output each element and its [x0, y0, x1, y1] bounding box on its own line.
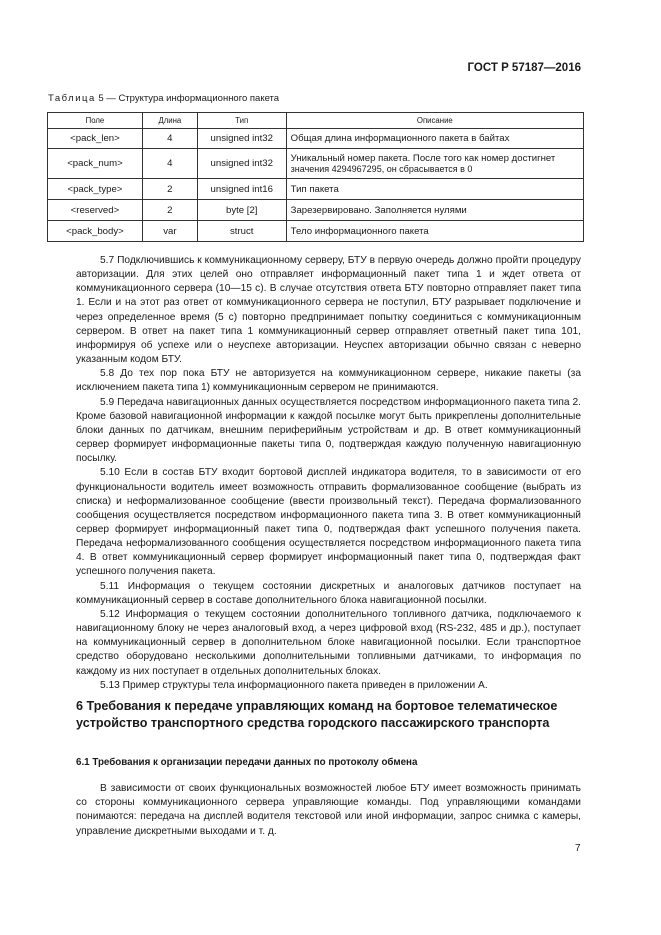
table-caption-label: Таблица	[48, 93, 96, 104]
column-header-description: Описание	[286, 113, 583, 129]
paragraph-5-10: 5.10 Если в состав БТУ входит бортовой дисплей индикатора водителя, то в зависимости от его функциональности водитель имеет возможность отправить формализованное сообщение (выбрать из списка) и неформализованное сообщение (ввести произвольный текст). Передача формализованного сообщения осуществляется посредством информационного пакета типа 3. В ответ коммуникационный сервер формирует информационный пакет типа 0, подтверждая факт успешного получения пакета. Передача неформализованного сообщения осуществляется посредством информационного пакета типа 4. В ответ коммуникационный сервер формирует информационный пакет типа 0, подтверждая факт успешного получения пакета.	[76, 467, 581, 578]
packet-structure-table	[47, 112, 584, 242]
paragraph-5-7: 5.7 Подключившись к коммуникационному серверу, БТУ в первую очередь должно пройти процедуру авторизации. Для этих целей оно отправляет информационный пакет типа 1 и ждет ответа от коммуникационного сервера (10—15 с). В случае отсутствия ответа БТУ повторно отправляет пакет типа 1. Если и на этот раз ответ от коммуникационного сервера не поступил, БТУ разрывает подключение и через определенное время (5 с) повторно предпринимает попытку соединиться с коммуникационным сервером. В ответ на пакет типа 1 коммуникационный сервер отправляет ответный пакет типа 101, информируя об успехе или о неуспехе авторизации. Неуспех авторизации обычно связан с неверно указанным кодом БТУ.	[76, 255, 581, 366]
cell-length: var	[142, 221, 197, 242]
cell-type: unsigned int32	[197, 129, 286, 149]
table-caption-text: 5 — Структура информационного пакета	[95, 93, 280, 104]
cell-description	[286, 149, 583, 179]
paragraph-5-13: 5.13 Пример структуры тела информационного пакета приведен в приложении А.	[100, 679, 488, 691]
table-header-row	[48, 113, 584, 129]
cell-type: byte [2]	[197, 200, 286, 221]
cell-type: struct	[197, 221, 286, 242]
paragraph-6-1: В зависимости от своих функциональных возможностей любое БТУ имеет возможность принимать со стороны коммуникационного сервера управляющие команды. Под управляющими командами понимаются: передача на дисплей водителя текстовой или иной информации, запрос снимка с камеры, управление дискретными выходами и т. д.	[76, 783, 581, 837]
cell-field: <pack_len>	[48, 129, 143, 149]
section-6-heading: 6 Требования к передаче управляющих команд на бортовое телематическое устройство транспортного средства городского пассажирского транспорта	[76, 699, 558, 730]
paragraph-5-11: 5.11 Информация о текущем состоянии дискретных и аналоговых датчиков поступает на коммуникационный сервер в составе дополнительного блока навигационной посылки.	[76, 580, 581, 606]
column-header-field: Поле	[48, 113, 143, 129]
column-header-type: Тип	[197, 113, 286, 129]
table-caption	[48, 93, 279, 104]
cell-type: unsigned int32	[197, 149, 286, 179]
page-number: 7	[575, 843, 581, 854]
cell-field: <pack_body>	[48, 221, 143, 242]
cell-description: Тело информационного пакета	[286, 221, 583, 242]
paragraph-5-8: 5.8 До тех пор пока БТУ не авторизуется на коммуникационном сервере, никакие пакеты (за исключением пакета типа 1) коммуникационным сервером не принимаются.	[76, 368, 581, 394]
cell-description: Тип пакета	[286, 179, 583, 200]
cell-field: <pack_type>	[48, 179, 143, 200]
cell-description: Зарезервировано. Заполняется нулями	[286, 200, 583, 221]
cell-length: 2	[142, 200, 197, 221]
cell-field: <reserved>	[48, 200, 143, 221]
cell-description-line-2: значения 4294967295, он сбрасывается в 0	[290, 163, 473, 174]
paragraph-5-9: 5.9 Передача навигационных данных осуществляется посредством информационного пакета типа 2. Кроме базовой навигационной информации к каждой посылке могут быть прикреплены дополнительные блоки данных по датчикам, внешним периферийным устройствам и др. В ответ коммуникационный сервер формирует информационные пакеты типа 0, подтверждая каждую полученную навигационную посылку.	[76, 396, 581, 465]
cell-description: Общая длина информационного пакета в байтах	[286, 129, 583, 149]
table-row	[48, 200, 584, 221]
paragraph-5-12: 5.12 Информация о текущем состоянии дополнительного топливного датчика, подключаемого к навигационному блоку не через аналоговый вход, а через цифровой вход (RS-232, 485 и др.), поступает на коммуникационный сервер в дополнительном блоке навигационной посылки. Если транспортное средство оборудовано несколькими дополнительными топливными датчиками, то информация по каждому из них поступает в отдельных дополнительных блоках.	[76, 608, 581, 677]
section-6-1-body	[76, 782, 581, 839]
table-row	[48, 129, 584, 149]
table-row	[48, 149, 584, 179]
section-6-1-heading: 6.1 Требования к организации передачи данных по протоколу обмена	[76, 757, 418, 768]
cell-length: 2	[142, 179, 197, 200]
column-header-length: Длина	[142, 113, 197, 129]
cell-field: <pack_num>	[48, 149, 143, 179]
table-row	[48, 221, 584, 242]
standard-header: ГОСТ Р 57187—2016	[467, 62, 581, 74]
table-row	[48, 179, 584, 200]
cell-length: 4	[142, 149, 197, 179]
cell-description-line-1: Уникальный номер пакета. После того как номер достигнет	[290, 152, 556, 164]
cell-type: unsigned int16	[197, 179, 286, 200]
section-5-body	[76, 254, 581, 693]
cell-length: 4	[142, 129, 197, 149]
